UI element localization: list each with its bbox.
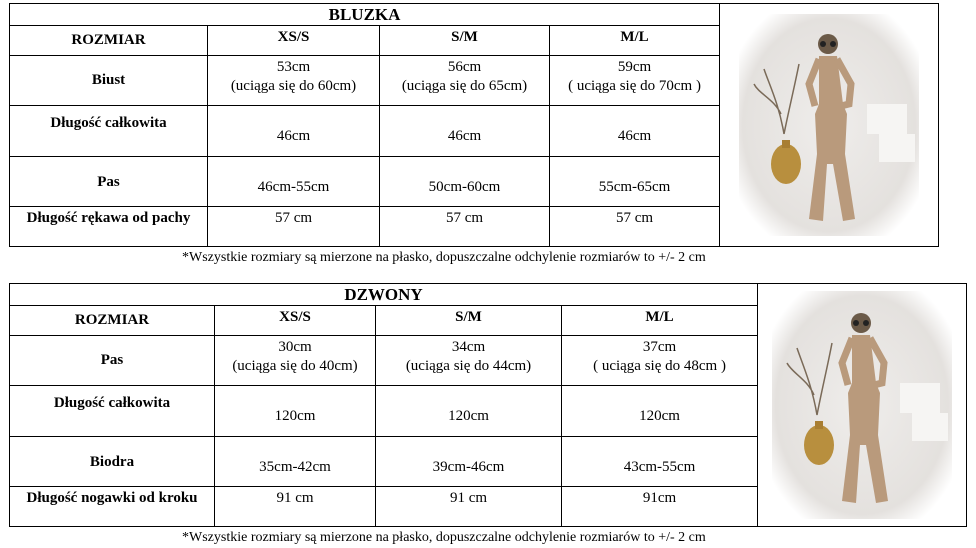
cell-rekaw-s-m: 57 cm [380,207,550,247]
size-table-dzwony [9,283,967,527]
row-label-dlugosc-rekawa: Długość rękawa od pachy [10,207,208,247]
cell-value: 59cm [617,59,652,75]
cell-value: 53cm [276,59,311,75]
cell-pas-xs-s: 46cm-55cm [208,157,380,207]
cell-nogawka-xs-s: 91 cm [215,487,376,527]
header-size-m-l: M/L [562,306,758,336]
header-size-m-l: M/L [550,26,720,56]
table-title: BLUZKA [10,4,720,26]
cell-dlugosc-m-l: 120cm [562,386,758,437]
cell-pas-s-m: 50cm-60cm [380,157,550,207]
header-rozmiar: ROZMIAR [10,306,215,336]
cell-dlugosc-m-l: 46cm [550,106,720,157]
row-label-biust: Biust [10,56,208,106]
cell-nogawka-s-m: 91 cm [376,487,562,527]
header-size-xs-s: XS/S [208,26,380,56]
table-title: DZWONY [10,284,758,306]
row-label-dlugosc-calkowita: Długość całkowita [10,386,215,437]
cell-biust-xs-s [208,56,380,106]
cell-pas-s-m [376,336,562,386]
model-photo-icon [739,14,919,236]
cell-biust-s-m [380,56,550,106]
cell-pas-xs-s [215,336,376,386]
header-size-s-m: S/M [376,306,562,336]
cell-pas-m-l [562,336,758,386]
row-label-biodra: Biodra [10,437,215,487]
cell-rekaw-xs-s: 57 cm [208,207,380,247]
cell-value: 34cm [451,339,486,355]
cell-note: ( uciąga się do 70cm ) [568,78,701,94]
cell-rekaw-m-l: 57 cm [550,207,720,247]
size-table-bluzka [9,3,939,247]
footnote-bluzka: *Wszystkie rozmiary są mierzone na płasko, dopuszczalne odchylenie rozmiarów to +/- 2 cm [182,250,706,265]
row-label-dlugosc-calkowita: Długość całkowita [10,106,208,157]
cell-dlugosc-s-m: 46cm [380,106,550,157]
row-label-pas: Pas [10,336,215,386]
cell-note: ( uciąga się do 48cm ) [593,358,726,374]
cell-pas-m-l: 55cm-65cm [550,157,720,207]
cell-dlugosc-xs-s: 120cm [215,386,376,437]
cell-value: 37cm [642,339,677,355]
cell-value: 56cm [447,59,482,75]
cell-dlugosc-s-m: 120cm [376,386,562,437]
cell-note: (uciąga się do 60cm) [230,78,357,94]
cell-biust-m-l [550,56,720,106]
cell-value: 30cm [278,339,312,355]
cell-note: (uciąga się do 44cm) [405,358,532,374]
model-photo-icon [772,291,952,519]
header-size-xs-s: XS/S [215,306,376,336]
header-size-s-m: S/M [380,26,550,56]
cell-biodra-xs-s: 35cm-42cm [215,437,376,487]
header-rozmiar: ROZMIAR [10,26,208,56]
cell-dlugosc-xs-s: 46cm [208,106,380,157]
product-photo [720,4,939,247]
cell-note: (uciąga się do 40cm) [232,358,358,374]
row-label-dlugosc-nogawki: Długość nogawki od kroku [10,487,215,527]
cell-biodra-s-m: 39cm-46cm [376,437,562,487]
product-photo [758,284,967,527]
cell-biodra-m-l: 43cm-55cm [562,437,758,487]
footnote-dzwony: *Wszystkie rozmiary są mierzone na płasko, dopuszczalne odchylenie rozmiarów to +/- 2 cm [182,530,706,545]
row-label-pas: Pas [10,157,208,207]
cell-nogawka-m-l: 91cm [562,487,758,527]
cell-note: (uciąga się do 65cm) [401,78,528,94]
